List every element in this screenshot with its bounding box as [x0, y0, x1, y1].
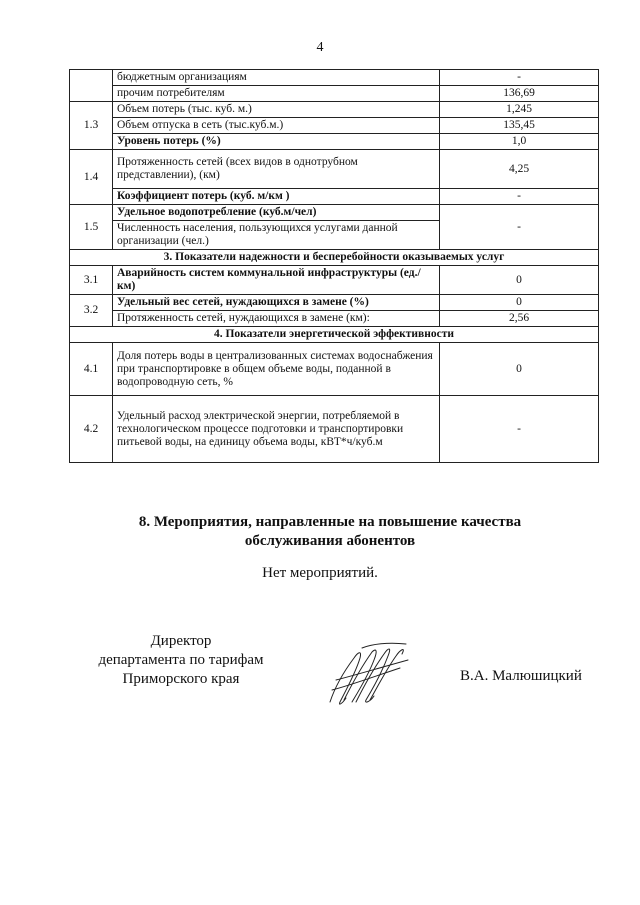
table-row [70, 150, 599, 189]
table-row [70, 327, 599, 343]
row-value: 0 [440, 343, 599, 396]
row-label: Коэффициент потерь (куб. м/км ) [113, 189, 440, 205]
row-label: Объем потерь (тыс. куб. м.) [113, 102, 440, 118]
row-number: 1.5 [70, 205, 113, 250]
table-row [70, 311, 599, 327]
table-row [70, 70, 599, 86]
indicators-table [69, 69, 599, 463]
table-row [70, 295, 599, 311]
handwritten-signature [322, 640, 412, 708]
row-label: Аварийность систем коммунальной инфраструктуры (ед./км) [113, 266, 440, 295]
table-row [70, 189, 599, 205]
signatory-name: В.А. Малюшицкий [460, 668, 582, 684]
section-8-heading-line2: обслуживания абонентов [244, 533, 416, 549]
section-4-heading: 4. Показатели энергетической эффективности [70, 327, 599, 343]
row-value: - [440, 205, 599, 250]
table-row [70, 250, 599, 266]
no-measures-text: Нет мероприятий. [262, 565, 378, 581]
row-value: - [440, 189, 599, 205]
table-row [70, 343, 599, 396]
signatory-title [76, 632, 286, 689]
row-value: 135,45 [440, 118, 599, 134]
row-value: - [440, 396, 599, 463]
row-label: прочим потребителям [113, 86, 440, 102]
row-value: 136,69 [440, 86, 599, 102]
table-row [70, 205, 599, 221]
row-value: 1,0 [440, 134, 599, 150]
row-value: - [440, 70, 599, 86]
row-number: 3.1 [70, 266, 113, 295]
row-label: Протяженность сетей (всех видов в однотрубном представлении), (км) [113, 150, 440, 189]
table-row [70, 86, 599, 102]
row-value: 2,56 [440, 311, 599, 327]
table-row [70, 134, 599, 150]
row-value: 0 [440, 295, 599, 311]
row-label: Доля потерь воды в централизованных системах водоснабжения при транспортировке в общем объеме воды, поданной в водопроводную сеть, % [113, 343, 440, 396]
table-row [70, 396, 599, 463]
row-value: 4,25 [440, 150, 599, 189]
row-label: Удельное водопотребление (куб.м/чел) [113, 205, 440, 221]
row-label: Уровень потерь (%) [113, 134, 440, 150]
section-8-heading-line1: 8. Мероприятия, направленные на повышение качества [138, 514, 522, 530]
signatory-title-line2: департамента по тарифам [98, 652, 264, 668]
table-row [70, 118, 599, 134]
row-number: 4.1 [70, 343, 113, 396]
row-number-empty [70, 70, 113, 102]
page-number: 4 [316, 40, 324, 55]
section-3-heading: 3. Показатели надежности и бесперебойности оказываемых услуг [70, 250, 599, 266]
table-row [70, 266, 599, 295]
signatory-title-line1: Директор [150, 633, 212, 649]
table-row [70, 102, 599, 118]
row-label: Объем отпуска в сеть (тыс.куб.м.) [113, 118, 440, 134]
row-value: 1,245 [440, 102, 599, 118]
row-number: 3.2 [70, 295, 113, 327]
row-label: Протяженность сетей, нуждающихся в замене (км): [113, 311, 440, 327]
row-label: Численность населения, пользующихся услугами данной организации (чел.) [113, 221, 440, 250]
section-8-heading [70, 513, 590, 551]
row-label: Удельный расход электрической энергии, потребляемой в технологическом процессе подготовки и транспортировки питьевой воды, на единицу объема воды, кВТ*ч/куб.м [113, 396, 440, 463]
row-label: бюджетным организациям [113, 70, 440, 86]
row-value: 0 [440, 266, 599, 295]
signatory-title-line3: Приморского края [122, 671, 240, 687]
row-number: 1.4 [70, 150, 113, 205]
row-number: 1.3 [70, 102, 113, 150]
row-label: Удельный вес сетей, нуждающихся в замене (%) [113, 295, 440, 311]
row-number: 4.2 [70, 396, 113, 463]
